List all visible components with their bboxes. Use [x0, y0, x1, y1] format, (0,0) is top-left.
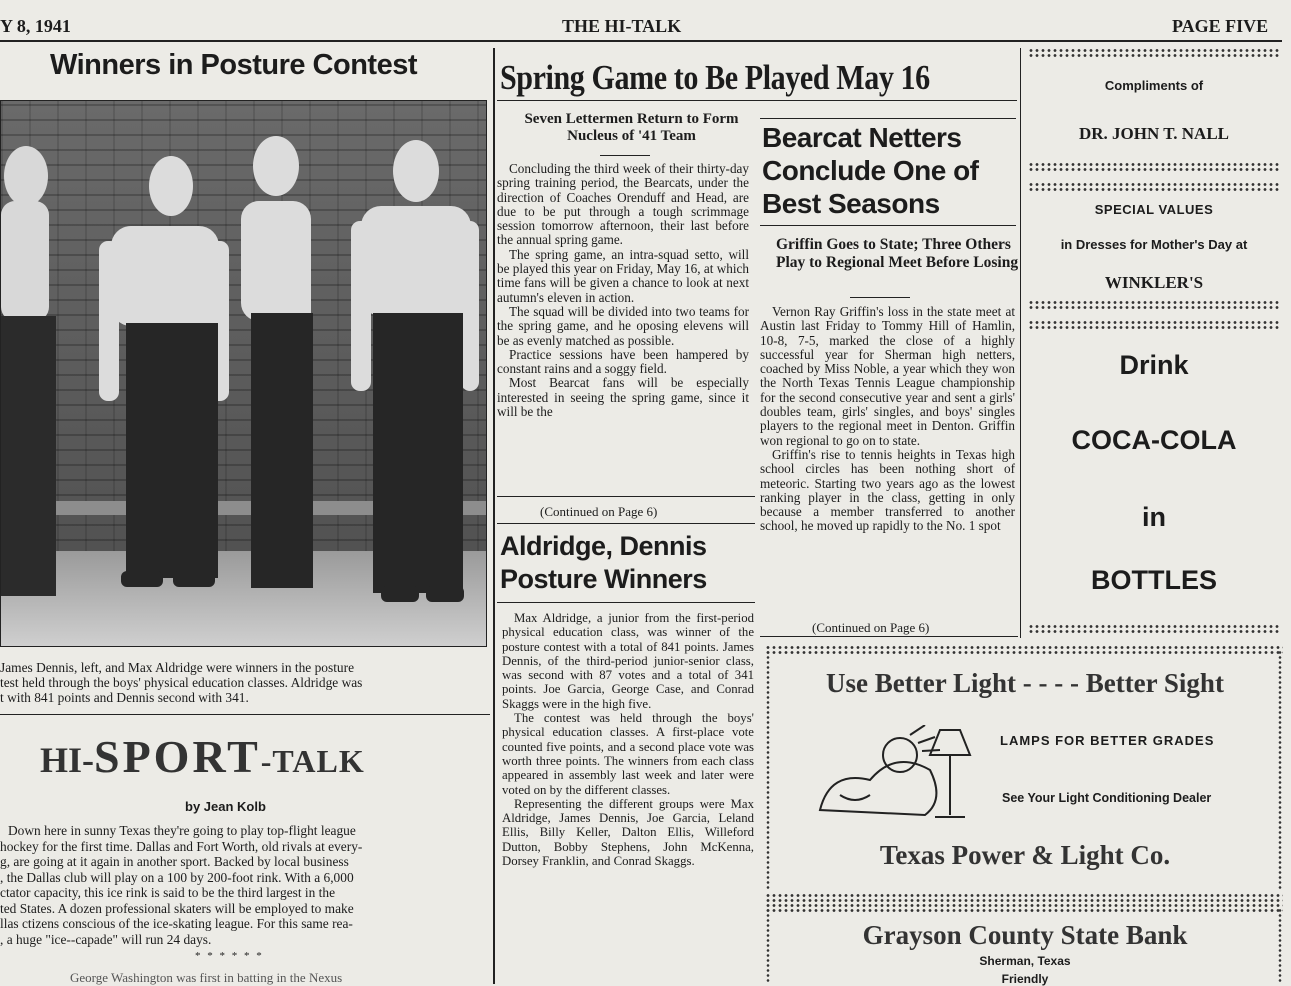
winkler-name: WINKLER'S: [1104, 273, 1204, 292]
netters-paragraph: Griffin's rise to tennis heights in Texas high school circles has been nothing short of meteoric. Starting two years ago as the lowest ranking player in the class, getting in only because a member transferred to another school, he moved up rapidly to the No. 1 spot: [760, 446, 1015, 534]
caption-line: James Dennis, left, and Max Aldridge were winners in the posture: [0, 660, 355, 675]
masthead-rule: [0, 40, 1282, 42]
spring-sub-rule: [600, 155, 650, 156]
sport-line: hockey for the first time. Dallas and Fort Worth, old rivals at every-: [0, 838, 363, 854]
photo-headline: Winners in Posture Contest: [50, 49, 418, 81]
bank-border-top: [765, 903, 1283, 913]
caption-rule: [0, 714, 490, 715]
tpl-slogan: Use Better Light - - - - Better Sight: [826, 668, 1224, 698]
posture-paragraph: Representing the different groups were Max Aldridge, James Dennis, Joe Garcia, Leland Ellis, Billy Keller, Dalton Ellis, Willeford Dutton, Bobby Stephens, John McKenna, Dorsey Franklin, and Conrad Skaggs.: [502, 796, 754, 869]
bank-city: Sherman, Texas: [979, 954, 1071, 968]
issue-date: Y 8, 1941: [0, 16, 71, 36]
sport-line: ted States. A dozen professional skaters will be employed to make: [0, 900, 354, 916]
posture-headline-line: Posture Winners: [500, 564, 707, 594]
coke-brand: COCA-COLA: [1071, 425, 1237, 455]
tpl-name: Texas Power & Light Co.: [879, 840, 1171, 870]
sport-line: ctator capacity, this ice rink is said to be the third largest in the: [0, 885, 336, 900]
posture-story: [502, 611, 754, 868]
sport-byline: by Jean Kolb: [185, 799, 266, 814]
tpl-border-top: [765, 645, 1283, 655]
sport-line: g, are going at it again in another sport. Backed by local business: [0, 854, 349, 869]
netters-headline-rule: [760, 225, 1016, 226]
title-hi: HI-: [40, 740, 94, 780]
title-talk: -TALK: [260, 743, 365, 779]
sport-cut-line: George Washington was first in batting in the Nexus: [70, 970, 343, 985]
spring-paragraph: Most Bearcat fans will be especially interested in seeing the spring game, since it will be the: [497, 375, 749, 420]
winkler-line: in Dresses for Mother's Day at: [1060, 237, 1248, 252]
ad-border: [1028, 48, 1280, 58]
ad-border: [1028, 162, 1280, 172]
spring-continued: (Continued on Page 6): [540, 504, 658, 519]
spring-bottom-rule: [497, 523, 755, 524]
spring-headline-rule: [497, 100, 1017, 101]
photo-caption: [0, 660, 492, 705]
spring-paragraph: The spring game, an intra-squad setto, will be played this year on Friday, May 16, at which time fans will be given a chance to look at next autumn's eleven in action.: [497, 246, 749, 305]
caption-line: test held through the boys' physical education classes. Aldridge was: [0, 675, 363, 690]
netters-headline-line: Conclude One of: [762, 155, 979, 186]
netters-paragraph: Vernon Ray Griffin's loss in the state meet at Austin last Friday to Tommy Hill of Hamlin, 10-8, 7-5, marked the close of a highly successful year for Sherman high netters, coached by Miss Noble, a year which they won the North Texas Tennis League championship for the second consecutive year and sent a girls' doubles team, girls' singles, and boys' singles players to the regional meet in Denton. Griffin won regional to go on to state.: [760, 304, 1015, 448]
ad-border: [1028, 300, 1280, 310]
sport-line: , the Dallas club will play on a 100 by 200-foot rink. With a 6,000: [0, 869, 354, 885]
ad-border: [1028, 182, 1280, 192]
tpl-border-right: [1277, 650, 1283, 890]
ad-border: [1028, 624, 1280, 634]
spring-subhead: Seven Lettermen Return to Form Nucleus of '41 Team: [524, 111, 739, 144]
sport-line: llas ctizens conscious of the ice-skating league. For this same rea-: [0, 916, 353, 931]
tpl-border-bottom: [765, 893, 1283, 903]
page-number: PAGE FIVE: [1172, 16, 1269, 36]
reading-boy-lamp-illustration: [810, 725, 1000, 825]
column-rule-2: [1020, 48, 1021, 638]
netters-top-rule: [760, 118, 1016, 119]
coke-bottles: BOTTLES: [1091, 565, 1217, 595]
spring-paragraph: The squad will be divided into two teams for the spring game, and he oposing elevens will be as evenly matched as possible.: [497, 303, 749, 348]
posture-story-headline: [500, 530, 707, 596]
netters-continued: (Continued on Page 6): [812, 620, 930, 635]
bank-tag: Friendly: [1001, 972, 1049, 986]
sport-stars: * * * * * *: [195, 950, 264, 962]
boys-figures-illustration: [1, 101, 486, 646]
sport-line: Down here in sunny Texas they're going to play top-flight league: [8, 823, 356, 838]
netters-subhead: Griffin Goes to State; Three Others Play to Regional Meet Before Losing: [776, 236, 1019, 271]
coke-in: in: [1142, 502, 1166, 532]
netters-headline: [762, 121, 979, 220]
title-sport: SPORT: [94, 731, 261, 782]
posture-photo: [0, 100, 487, 647]
tpl-dealer: See Your Light Conditioning Dealer: [1002, 791, 1212, 805]
tpl-lamps: LAMPS FOR BETTER GRADES: [1000, 733, 1215, 748]
column-rule-1: [493, 48, 495, 984]
netters-headline-line: Best Seasons: [762, 188, 940, 219]
posture-paragraph: Max Aldridge, a junior from the first-period physical education class, was winner of the posture contest with a total of 841 points. James Dennis, of the third-period junior-senior class, was second with 87 votes and a total of 341 points. Joe Garcia, George Case, and Conrad Skaggs were in the high five.: [502, 611, 754, 711]
ad-border: [1028, 320, 1280, 330]
caption-line: t with 841 points and Dennis second with 341.: [0, 690, 249, 705]
posture-paragraph: The contest was held through the boys' physical education classes. A first-place vote counted five points, and a second place vote was worth three points. The winners from each class appeared in assembly last week and later were voted on by the different classes.: [502, 711, 754, 797]
paper-name: THE HI-TALK: [562, 16, 682, 36]
nall-name: DR. JOHN T. NALL: [1078, 124, 1230, 143]
posture-headline-line: Aldridge, Dennis: [500, 531, 707, 561]
winkler-special: SPECIAL VALUES: [1094, 202, 1214, 217]
bank-border-right: [1277, 908, 1283, 984]
sport-column-title: [40, 730, 365, 783]
netters-end-rule: [760, 636, 1018, 637]
spring-paragraph: Concluding the third week of their thirty-day spring training period, the Bearcats, under the direction of Coaches Orenduff and Head, are due to be put through a tough scrimmage session tomorrow afternoon, their last before the annual spring game.: [497, 161, 749, 248]
netters-story: [760, 305, 1015, 534]
netters-headline-line: Bearcat Netters: [762, 122, 962, 153]
spring-story: [497, 162, 749, 419]
posture-headline-rule: [497, 602, 755, 603]
sport-line: , a huge "ice--capade" will run 24 days.: [0, 931, 212, 947]
spring-game-headline: Spring Game to Be Played May 16: [500, 58, 930, 97]
sport-column-body: [0, 823, 494, 947]
spring-end-rule: [497, 496, 755, 497]
coke-drink: Drink: [1119, 350, 1189, 380]
bank-border-left: [765, 908, 771, 984]
netters-sub-rule: [850, 297, 910, 298]
spring-paragraph: Practice sessions have been hampered by constant rains and a soggy field.: [497, 346, 749, 377]
nall-compliments: Compliments of: [1104, 78, 1204, 93]
tpl-border-left: [765, 650, 771, 890]
bank-name: Grayson County State Bank: [862, 920, 1188, 950]
